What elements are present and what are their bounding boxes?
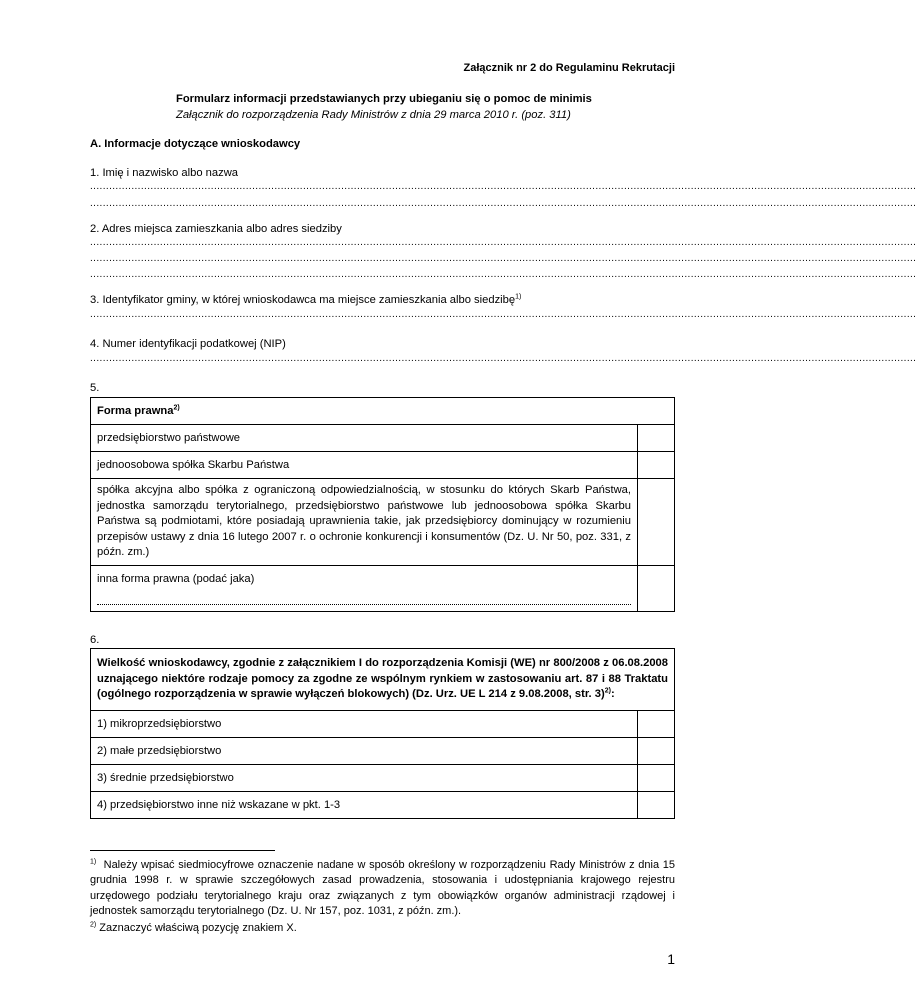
question-3-label: 3. Identyfikator gminy, w której wnioskodawca ma miejsce zamieszkania albo siedzibę$^{1)}$ [90, 293, 522, 306]
question-6-label: 6. [90, 634, 100, 646]
legal-form-table [90, 397, 675, 612]
other-legal-form-field[interactable] [97, 594, 631, 605]
annex-reference: Załącznik nr 2 do Regulaminu Rekrutacji [463, 62, 675, 74]
section-a-heading: A. Informacje dotyczące wnioskodawcy [90, 138, 301, 150]
question-2-label: 2. Adres miejsca zamieszkania albo adres siedziby [90, 223, 342, 235]
company-size-header: Wielkość wnioskodawcy, zgodnie z załącznikiem I do rozporządzenia Komisji (WE) nr 800/2008 z 06.08.2008 uznającego niektóre rodzaje pomocy za zgodne ze wspólnym rynkiem w zastosowaniu art. 87 i 88 Traktatu (ogólnego rozporządzenia w sprawie wyłączeń blokowych) (Dz. Urz. UE L 214 z 9.08.2008, str. 3)$^{2)}$: [91, 649, 675, 711]
company-size-checkbox-small[interactable] [638, 738, 675, 765]
legal-form-checkbox-state-enterprise[interactable] [638, 425, 675, 452]
legal-form-option-other: inna forma prawna (podać jaka) [91, 566, 638, 612]
company-size-option-label: 1) mikroprzedsiębiorstwo [91, 711, 638, 738]
address-field-line-1[interactable]: .................................................................................................................................................................................................................................................................... [90, 237, 916, 248]
legal-form-option-label: przedsiębiorstwo państwowe [91, 425, 638, 452]
address-field-line-3[interactable]: .................................................................................................................................................................................................................................................................... [90, 269, 916, 280]
company-size-table [90, 648, 675, 819]
question-4-label: 4. Numer identyfikacji podatkowej (NIP) [90, 338, 286, 350]
form-title: Formularz informacji przedstawianych przy ubieganiu się o pomoc de minimis [176, 93, 592, 105]
legal-form-option-label: spółka akcyjna albo spółka z ograniczoną odpowiedzialnością, w stosunku do których Skarb Państwa, jednostka samorządu terytorialnego, przedsiębiorstwo państwowe lub jednoosobowa spółka Skarbu Państwa są podmiotami, które posiadają uprawnienia takie, jak przedsiębiorcy dominujący w rozumieniu przepisów ustawy z dnia 16 lutego 2007 r. o ochronie konkurencji i konsumentów (Dz. U. Nr 50, poz. 331, z późn. zm.) [91, 479, 638, 566]
name-field-line-2[interactable]: .................................................................................................................................................................................................................................................................... [90, 198, 916, 209]
page-number: 1 [667, 951, 675, 967]
company-size-checkbox-micro[interactable] [638, 711, 675, 738]
nip-field[interactable]: .................................................................................................................................................................................................................................................................... [90, 353, 916, 364]
company-size-checkbox-other[interactable] [638, 792, 675, 819]
form-subtitle: Załącznik do rozporządzenia Rady Ministrów z dnia 29 marca 2010 r. (poz. 311) [176, 109, 571, 121]
company-size-checkbox-medium[interactable] [638, 765, 675, 792]
footnote-2: $^{2)}$ Zaznaczyć właściwą pozycję znakiem X. [90, 921, 297, 934]
legal-form-checkbox-sole-shareholder[interactable] [638, 452, 675, 479]
footnote-separator [90, 850, 275, 851]
legal-form-header: Forma prawna$^{2)}$ [91, 398, 675, 425]
address-field-line-2[interactable]: .................................................................................................................................................................................................................................................................... [90, 253, 916, 264]
company-size-option-label: 3) średnie przedsiębiorstwo [91, 765, 638, 792]
legal-form-checkbox-company[interactable] [638, 479, 675, 566]
company-size-option-label: 2) małe przedsiębiorstwo [91, 738, 638, 765]
legal-form-option-label: jednoosobowa spółka Skarbu Państwa [91, 452, 638, 479]
question-1-label: 1. Imię i nazwisko albo nazwa [90, 167, 238, 179]
question-5-label: 5. [90, 382, 100, 394]
company-size-option-label: 4) przedsiębiorstwo inne niż wskazane w pkt. 1-3 [91, 792, 638, 819]
footnote-1: $^{1)}$ Należy wpisać siedmiocyfrowe oznaczenie nadane w sposób określony w rozporządzeniu Rady Ministrów z dnia 15 grudnia 1998 r. w sprawie szczegółowych zasad prowadzenia, stosowania i udostępniania krajowego rejestru urzędowego podziału terytorialnego kraju oraz związanych z tym obowiązków organów administracji rządowej i jednostek samorządu terytorialnego (Dz. U. Nr 157, poz. 1031, z późn. zm.). [90, 858, 675, 918]
municipality-id-field[interactable]: .................................................................................................................................................................................................................................................................... [90, 309, 916, 320]
name-field-line-1[interactable]: .................................................................................................................................................................................................................................................................... [90, 181, 916, 192]
footnote-ref-1: 1) [515, 293, 522, 301]
legal-form-checkbox-other[interactable] [638, 566, 675, 612]
